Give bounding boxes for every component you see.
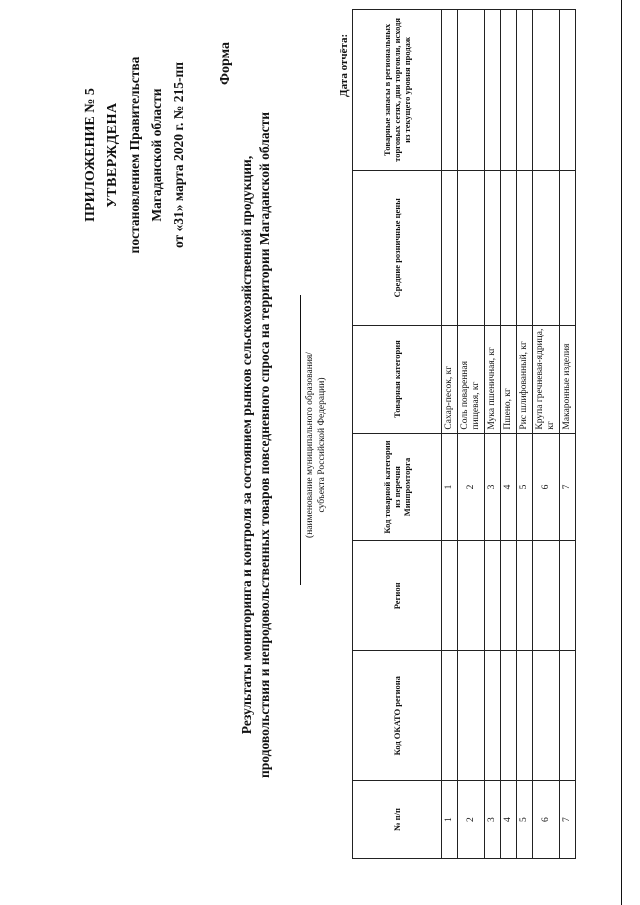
cell-code: 5 <box>517 433 533 541</box>
appendix-number: ПРИЛОЖЕНИЕ № 5 <box>83 88 98 222</box>
cell-category: Сахар-песок, кг <box>442 325 458 433</box>
cell-code: 2 <box>458 433 485 541</box>
cell-price <box>442 170 458 325</box>
cell-okato <box>501 651 517 781</box>
cell-okato <box>442 651 458 781</box>
header-region: Регион <box>353 541 442 651</box>
table-header-row <box>353 10 442 859</box>
cell-num: 2 <box>458 781 485 859</box>
cell-code: 6 <box>533 433 560 541</box>
header-category-code: Код товарной категории из перечня Минпромторга <box>353 433 442 541</box>
cell-stocks <box>501 10 517 171</box>
cell-price <box>517 170 533 325</box>
cell-region <box>442 541 458 651</box>
report-date-label: Дата отчёта: <box>338 33 350 97</box>
cell-okato <box>560 651 576 781</box>
municipality-caption-line-1: (наименование муниципального образования/ <box>305 352 315 538</box>
cell-stocks <box>517 10 533 171</box>
cell-category: Крупа гречневая-ядрица, кг <box>533 325 560 433</box>
page-bottom-rule <box>621 0 622 905</box>
cell-num: 5 <box>517 781 533 859</box>
municipality-blank-line <box>300 295 301 585</box>
cell-stocks <box>485 10 501 171</box>
cell-okato <box>533 651 560 781</box>
approval-line-3: от «31» марта 2020 г. № 215-пп <box>171 61 186 249</box>
approved-label: УТВЕРЖДЕНА <box>105 102 120 208</box>
table-row <box>517 10 533 859</box>
table-row <box>485 10 501 859</box>
cell-price <box>533 170 560 325</box>
table-row <box>501 10 517 859</box>
header-okato: Код ОКАТО региона <box>353 651 442 781</box>
form-label: Форма <box>218 41 233 85</box>
cell-category: Соль поваренная пищевая, кг <box>458 325 485 433</box>
cell-region <box>533 541 560 651</box>
cell-category: Пшено, кг <box>501 325 517 433</box>
header-num: № п/п <box>353 781 442 859</box>
cell-stocks <box>458 10 485 171</box>
cell-num: 7 <box>560 781 576 859</box>
header-category: Товарная категория <box>353 325 442 433</box>
municipality-caption <box>304 285 328 605</box>
cell-code: 4 <box>501 433 517 541</box>
cell-price <box>485 170 501 325</box>
cell-stocks <box>533 10 560 171</box>
title-line-2: продовольствия и непродовольственных товаров повседневного спроса на территории Магаданской области <box>257 112 272 779</box>
document-title <box>238 25 274 865</box>
approval-block <box>80 45 190 265</box>
table-row <box>533 10 560 859</box>
cell-price <box>501 170 517 325</box>
cell-price <box>560 170 576 325</box>
cell-region <box>501 541 517 651</box>
cell-num: 1 <box>442 781 458 859</box>
table-row <box>560 10 576 859</box>
table-row <box>442 10 458 859</box>
cell-category: Рис шлифованный, кг <box>517 325 533 433</box>
cell-okato <box>517 651 533 781</box>
cell-category: Мука пшеничная, кг <box>485 325 501 433</box>
cell-stocks <box>560 10 576 171</box>
municipality-caption-line-2: субъекта Российской Федерации) <box>317 377 327 513</box>
cell-num: 3 <box>485 781 501 859</box>
approval-line-2: Магаданской области <box>149 88 164 222</box>
cell-code: 1 <box>442 433 458 541</box>
cell-okato <box>485 651 501 781</box>
cell-category: Макаронные изделия <box>560 325 576 433</box>
cell-region <box>485 541 501 651</box>
cell-region <box>560 541 576 651</box>
cell-okato <box>458 651 485 781</box>
cell-stocks <box>442 10 458 171</box>
cell-code: 7 <box>560 433 576 541</box>
approval-line-1: постановлением Правительства <box>127 56 142 254</box>
header-retail-price: Средние розничные цены <box>353 170 442 325</box>
cell-num: 6 <box>533 781 560 859</box>
monitoring-table <box>352 9 576 859</box>
cell-num: 4 <box>501 781 517 859</box>
cell-region <box>458 541 485 651</box>
cell-code: 3 <box>485 433 501 541</box>
title-line-1: Результаты мониторинга и контроля за состоянием рынков сельскохозяйственной продукции, <box>239 155 254 735</box>
cell-price <box>458 170 485 325</box>
table-row <box>458 10 485 859</box>
header-stocks: Товарные запасы в региональных торговых сетях, дни торговли, исходя из текущего уровня продаж <box>353 10 442 171</box>
cell-region <box>517 541 533 651</box>
